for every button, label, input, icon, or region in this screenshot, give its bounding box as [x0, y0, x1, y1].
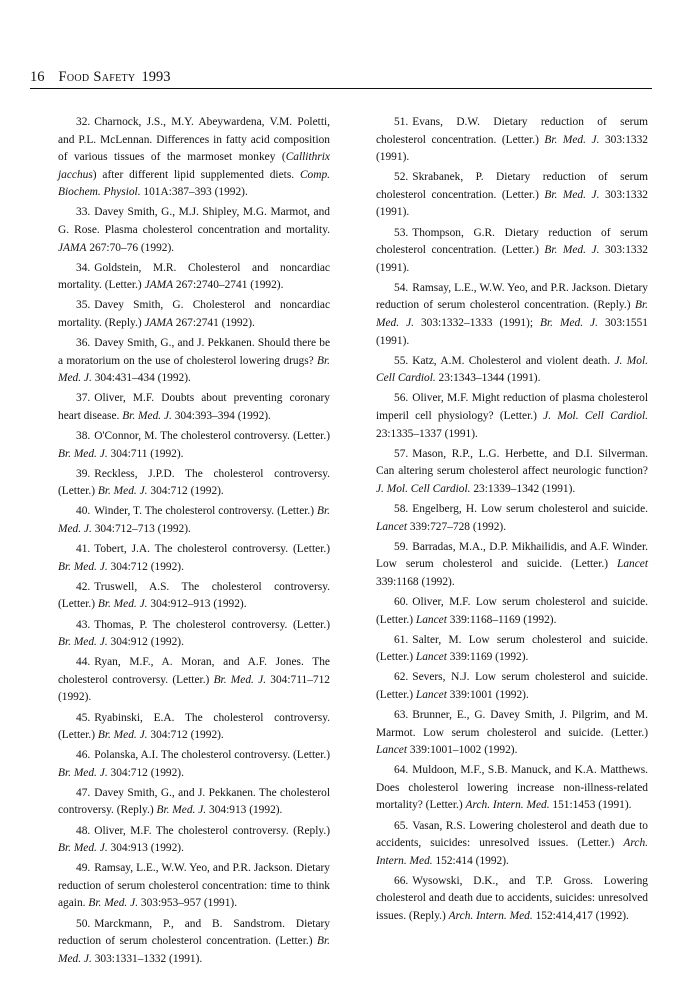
reference-text: Marckmann, P., and B. Sandstrom. Dietary reduction of serum cholesterol concentration. (Letter.)	[58, 917, 330, 948]
reference-entry	[376, 446, 648, 499]
reference-citation: 101A:387–393 (1992).	[140, 186, 248, 199]
reference-text: Goldstein, M.R. Cholesterol and noncardiac mortality. (Letter.)	[58, 261, 330, 292]
reference-number: 52.	[394, 171, 409, 184]
reference-entry	[376, 353, 648, 388]
reference-number: 65.	[394, 819, 409, 832]
reference-number: 57.	[394, 447, 409, 460]
reference-journal: Br. Med. J.	[58, 505, 330, 536]
reference-journal: Lancet	[415, 651, 447, 664]
reference-entry	[58, 916, 330, 969]
reference-entry	[58, 335, 330, 388]
reference-journal: Lancet	[616, 558, 648, 571]
reference-number: 35.	[76, 299, 91, 312]
reference-journal: Br. Med. J.	[544, 244, 600, 257]
reference-journal: Br. Med. J.	[544, 133, 600, 146]
reference-citation: 267:2740–2741 (1992).	[173, 279, 284, 292]
reference-citation: 23:1335–1337 (1991).	[376, 427, 478, 440]
reference-journal: Br. Med. J.	[213, 673, 267, 686]
reference-journal: Comp. Biochem. Physiol.	[58, 168, 330, 199]
reference-column-right	[376, 114, 648, 928]
reference-text: Ramsay, L.E., W.W. Yeo, and P.R. Jackson. Dietary reduction of serum cholesterol concentration: time to think again.	[58, 862, 330, 910]
reference-entry	[58, 710, 330, 745]
reference-number: 56.	[394, 392, 409, 405]
reference-entry	[58, 204, 330, 257]
reference-text: Truswell, A.S. The cholesterol controversy. (Letter.)	[58, 580, 330, 611]
reference-citation: 303:1332 (1991).	[376, 244, 648, 274]
reference-entry	[58, 860, 330, 913]
reference-journal: Br. Med. J.	[540, 317, 598, 330]
reference-text: Vasan, R.S. Lowering cholesterol and death due to accidents, suicides: unresolved issues. (Letter.)	[376, 819, 648, 850]
reference-citation: 303:1332 (1991).	[376, 188, 648, 219]
reference-number: 62.	[394, 671, 409, 684]
reference-entry	[58, 823, 330, 858]
reference-text: Katz, A.M. Cholesterol and violent death.	[412, 354, 615, 367]
reference-entry	[376, 501, 648, 536]
reference-citation: 303:953–957 (1991).	[138, 897, 238, 910]
reference-text: Polanska, A.I. The cholesterol controversy. (Letter.)	[94, 749, 330, 762]
reference-journal: Br. Med. J.	[58, 560, 108, 573]
reference-number: 47.	[76, 786, 91, 799]
reference-entry	[376, 280, 648, 350]
reference-citation: 304:912 (1992).	[107, 636, 184, 649]
reference-text: Oliver, M.F. Might reduction of plasma cholesterol imperil cell physiology? (Letter.)	[376, 392, 648, 422]
reference-number: 49.	[76, 862, 91, 875]
reference-text: Mason, R.P., L.G. Herbette, and D.I. Silverman. Can altering serum cholesterol affect neurologic function?	[376, 447, 648, 478]
reference-citation: 304:913 (1992).	[206, 804, 283, 817]
reference-number: 64.	[394, 764, 409, 777]
reference-text: Brunner, E., G. Davey Smith, J. Pilgrim, and M. Marmot. Low serum cholesterol and suicide. (Letter.)	[376, 709, 648, 739]
reference-text: Skrabanek, P. Dietary reduction of serum cholesterol concentration. (Letter.)	[376, 171, 648, 201]
reference-citation: 23:1343–1344 (1991).	[435, 372, 541, 385]
reference-number: 46.	[76, 749, 91, 762]
reference-entry	[58, 785, 330, 820]
reference-journal: Br. Med. J.	[97, 485, 148, 498]
reference-entry	[58, 579, 330, 614]
reference-text: Oliver, M.F. The cholesterol controversy. (Reply.)	[94, 824, 330, 837]
reference-number: 34.	[76, 261, 91, 274]
reference-citation: 304:712 (1992).	[107, 766, 184, 779]
reference-journal: Br. Med. J.	[58, 636, 108, 649]
reference-entry	[376, 594, 648, 629]
reference-entry	[376, 390, 648, 443]
reference-journal: Br. Med. J.	[97, 598, 148, 611]
reference-number: 37.	[76, 392, 91, 405]
reference-text: Wysowski, D.K., and T.P. Gross. Lowering cholesterol and death due to accidents, suicides: unresolved issues. (Reply.)	[376, 874, 648, 923]
reference-citation: 304:913 (1992).	[107, 842, 184, 855]
reference-entry	[58, 654, 330, 707]
reference-number: 40.	[76, 505, 91, 518]
reference-citation: 304:431–434 (1992).	[91, 372, 191, 385]
reference-number: 43.	[76, 618, 91, 631]
reference-number: 60.	[394, 595, 409, 608]
reference-entry	[376, 169, 648, 222]
reference-entry	[376, 762, 648, 815]
reference-text: Davey Smith, G. Cholesterol and noncardiac mortality. (Reply.)	[58, 299, 330, 330]
reference-text: Davey Smith, G., and J. Pekkanen. Should there be a moratorium on the use of cholesterol lowering drugs?	[58, 337, 330, 367]
reference-entry	[58, 617, 330, 652]
reference-number: 66.	[394, 874, 409, 887]
reference-number: 42.	[76, 580, 91, 593]
reference-number: 63.	[394, 709, 409, 721]
reference-column-left	[58, 114, 330, 971]
reference-number: 58.	[394, 502, 409, 515]
reference-citation: 23:1339–1342 (1991).	[470, 482, 576, 495]
reference-text: Severs, N.J. Low serum cholesterol and suicide. (Letter.)	[376, 671, 648, 701]
reference-journal: JAMA	[144, 317, 173, 330]
reference-journal: JAMA	[58, 241, 87, 254]
reference-text: ) after different lipid supplemented diets.	[92, 168, 300, 181]
reference-citation: 267:70–76 (1992).	[86, 241, 175, 254]
reference-journal: Br. Med. J.	[58, 935, 330, 965]
reference-text: Ryabinski, E.A. The cholesterol controversy. (Letter.)	[58, 711, 330, 742]
reference-text: Evans, D.W. Dietary reduction of serum cholesterol concentration. (Letter.)	[376, 116, 648, 146]
page-number: 16	[30, 69, 45, 85]
reference-entry	[58, 541, 330, 576]
reference-text: Oliver, M.F. Low serum cholesterol and suicide. (Letter.)	[376, 595, 648, 626]
reference-text: Reckless, J.P.D. The cholesterol controversy. (Letter.)	[58, 467, 330, 498]
reference-entry	[58, 390, 330, 425]
reference-citation: 339:727–728 (1992).	[407, 520, 507, 533]
reference-text: Barradas, M.A., D.P. Mikhailidis, and A.F. Winder. Low serum cholesterol and suicide. (Letter.)	[376, 540, 648, 571]
reference-citation: 304:712 (1992).	[107, 560, 184, 573]
reference-text: Thomas, P. The cholesterol controversy. (Letter.)	[94, 618, 330, 631]
reference-entry	[58, 114, 330, 202]
reference-citation: 304:712–713 (1992).	[91, 523, 191, 536]
reference-text: Tobert, J.A. The cholesterol controversy. (Letter.)	[94, 543, 330, 556]
reference-journal: Br. Med. J.	[122, 410, 172, 422]
reference-text: Ryan, M.F., A. Moran, and A.F. Jones. The cholesterol controversy. (Letter.)	[58, 656, 330, 686]
reference-text: Winder, T. The cholesterol controversy. (Letter.)	[94, 505, 318, 518]
reference-number: 45.	[76, 711, 91, 724]
reference-journal: Br. Med. J.	[88, 897, 139, 910]
reference-citation: 339:1168 (1992).	[376, 575, 455, 588]
reference-text: Ramsay, L.E., W.W. Yeo, and P.R. Jackson. Dietary reduction of serum cholesterol concentration. (Reply.)	[376, 281, 648, 312]
reference-citation: 303:1551 (1991).	[376, 317, 648, 347]
running-header	[30, 68, 652, 89]
reference-number: 39.	[76, 467, 91, 480]
reference-entry	[376, 818, 648, 871]
reference-number: 36.	[76, 337, 91, 350]
reference-number: 59.	[394, 540, 409, 553]
reference-citation: 304:393–394 (1992).	[171, 410, 271, 422]
reference-journal: Br. Med. J.	[58, 447, 108, 460]
reference-journal: JAMA	[144, 279, 174, 292]
reference-number: 61.	[394, 633, 409, 646]
journal-name: Food Safety	[58, 69, 136, 85]
reference-journal: Br. Med. J.	[58, 842, 108, 855]
reference-entry	[376, 114, 648, 167]
reference-number: 38.	[76, 430, 91, 443]
reference-citation: 303:1332–1333 (1991);	[413, 317, 540, 330]
reference-text: Oliver, M.F. Doubts about preventing coronary heart disease.	[58, 392, 330, 422]
reference-citation: 267:2741 (1992).	[172, 317, 255, 330]
reference-citation: 304:711–712 (1992).	[58, 673, 330, 704]
reference-citation: 339:1001–1002 (1992).	[407, 744, 518, 757]
reference-citation: 304:912–913 (1992).	[147, 598, 247, 611]
reference-entry	[58, 466, 330, 501]
reference-citation: 303:1332 (1991).	[376, 133, 648, 164]
reference-number: 32.	[76, 116, 91, 128]
reference-text: Davey Smith, G., and J. Pekkanen. The cholesterol controversy. (Reply.)	[58, 786, 330, 817]
reference-entry	[58, 297, 330, 332]
reference-journal: Arch. Intern. Med.	[448, 910, 533, 923]
reference-number: 41.	[76, 543, 91, 556]
reference-text: Thompson, G.R. Dietary reduction of serum cholesterol concentration. (Letter.)	[376, 226, 648, 257]
reference-journal: Lancet	[376, 520, 408, 533]
reference-entry	[58, 747, 330, 782]
reference-entry	[58, 503, 330, 538]
reference-number: 54.	[394, 281, 409, 294]
reference-citation: 152:414 (1992).	[432, 854, 509, 867]
reference-citation: 339:1169 (1992).	[446, 651, 529, 664]
reference-number: 33.	[76, 206, 91, 219]
reference-entry	[376, 669, 648, 704]
reference-journal: Lancet	[415, 688, 447, 701]
reference-entry	[58, 260, 330, 295]
reference-text: Charnock, J.S., M.Y. Abeywardena, V.M. Poletti, and P.L. McLennan. Differences in fatty acid composition of various tissues of the marmoset monkey (	[58, 116, 330, 164]
reference-number: 50.	[76, 917, 91, 930]
reference-citation: 339:1001 (1992).	[446, 688, 529, 701]
reference-number: 48.	[76, 824, 91, 837]
reference-text: Salter, M. Low serum cholesterol and suicide. (Letter.)	[376, 633, 648, 664]
reference-journal: J. Mol. Cell Cardiol.	[543, 410, 648, 422]
reference-journal: Br. Med. J.	[58, 354, 330, 385]
reference-number: 55.	[394, 354, 409, 367]
reference-journal: Br. Med. J.	[376, 299, 648, 330]
reference-journal: Arch. Intern. Med.	[376, 837, 648, 867]
reference-text: Muldoon, M.F., S.B. Manuck, and K.A. Matthews. Does cholesterol lowering increase non-illness-related mortality? (Letter.)	[376, 764, 648, 812]
reference-entry	[376, 873, 648, 926]
reference-entry	[376, 539, 648, 592]
reference-text: Davey Smith, G., M.J. Shipley, M.G. Marmot, and G. Rose. Plasma cholesterol concentration and mortality.	[58, 206, 330, 237]
reference-journal: Br. Med. J.	[544, 188, 600, 201]
reference-number: 51.	[394, 116, 409, 128]
reference-citation: 152:414,417 (1992).	[532, 910, 629, 923]
reference-text: Engelberg, H. Low serum cholesterol and suicide.	[412, 502, 648, 515]
reference-journal: J. Mol. Cell Cardiol.	[376, 482, 471, 495]
reference-citation: 303:1331–1332 (1991).	[91, 952, 203, 965]
reference-journal: J. Mol. Cell Cardiol.	[376, 354, 648, 385]
reference-journal: Br. Med. J.	[58, 766, 108, 779]
reference-species-name: Callithrix jacchus	[58, 151, 330, 181]
reference-journal: Arch. Intern. Med.	[465, 799, 550, 812]
reference-citation: 304:712 (1992).	[147, 729, 224, 742]
reference-citation: 304:712 (1992).	[147, 485, 224, 498]
reference-journal: Br. Med. J.	[97, 729, 148, 742]
reference-entry	[376, 707, 648, 760]
reference-journal: Br. Med. J.	[156, 804, 207, 817]
reference-citation: 151:1453 (1991).	[549, 799, 632, 812]
reference-citation: 339:1168–1169 (1992).	[446, 613, 557, 626]
reference-text: O'Connor, M. The cholesterol controversy. (Letter.)	[94, 430, 330, 443]
reference-journal: Lancet	[376, 744, 408, 757]
reference-entry	[58, 428, 330, 463]
journal-year: 1993	[141, 69, 171, 85]
reference-entry	[376, 632, 648, 667]
reference-number: 53.	[394, 226, 409, 239]
reference-journal: Lancet	[415, 613, 447, 626]
reference-citation: 304:711 (1992).	[107, 447, 184, 460]
reference-number: 44.	[76, 656, 91, 669]
reference-entry	[376, 225, 648, 278]
